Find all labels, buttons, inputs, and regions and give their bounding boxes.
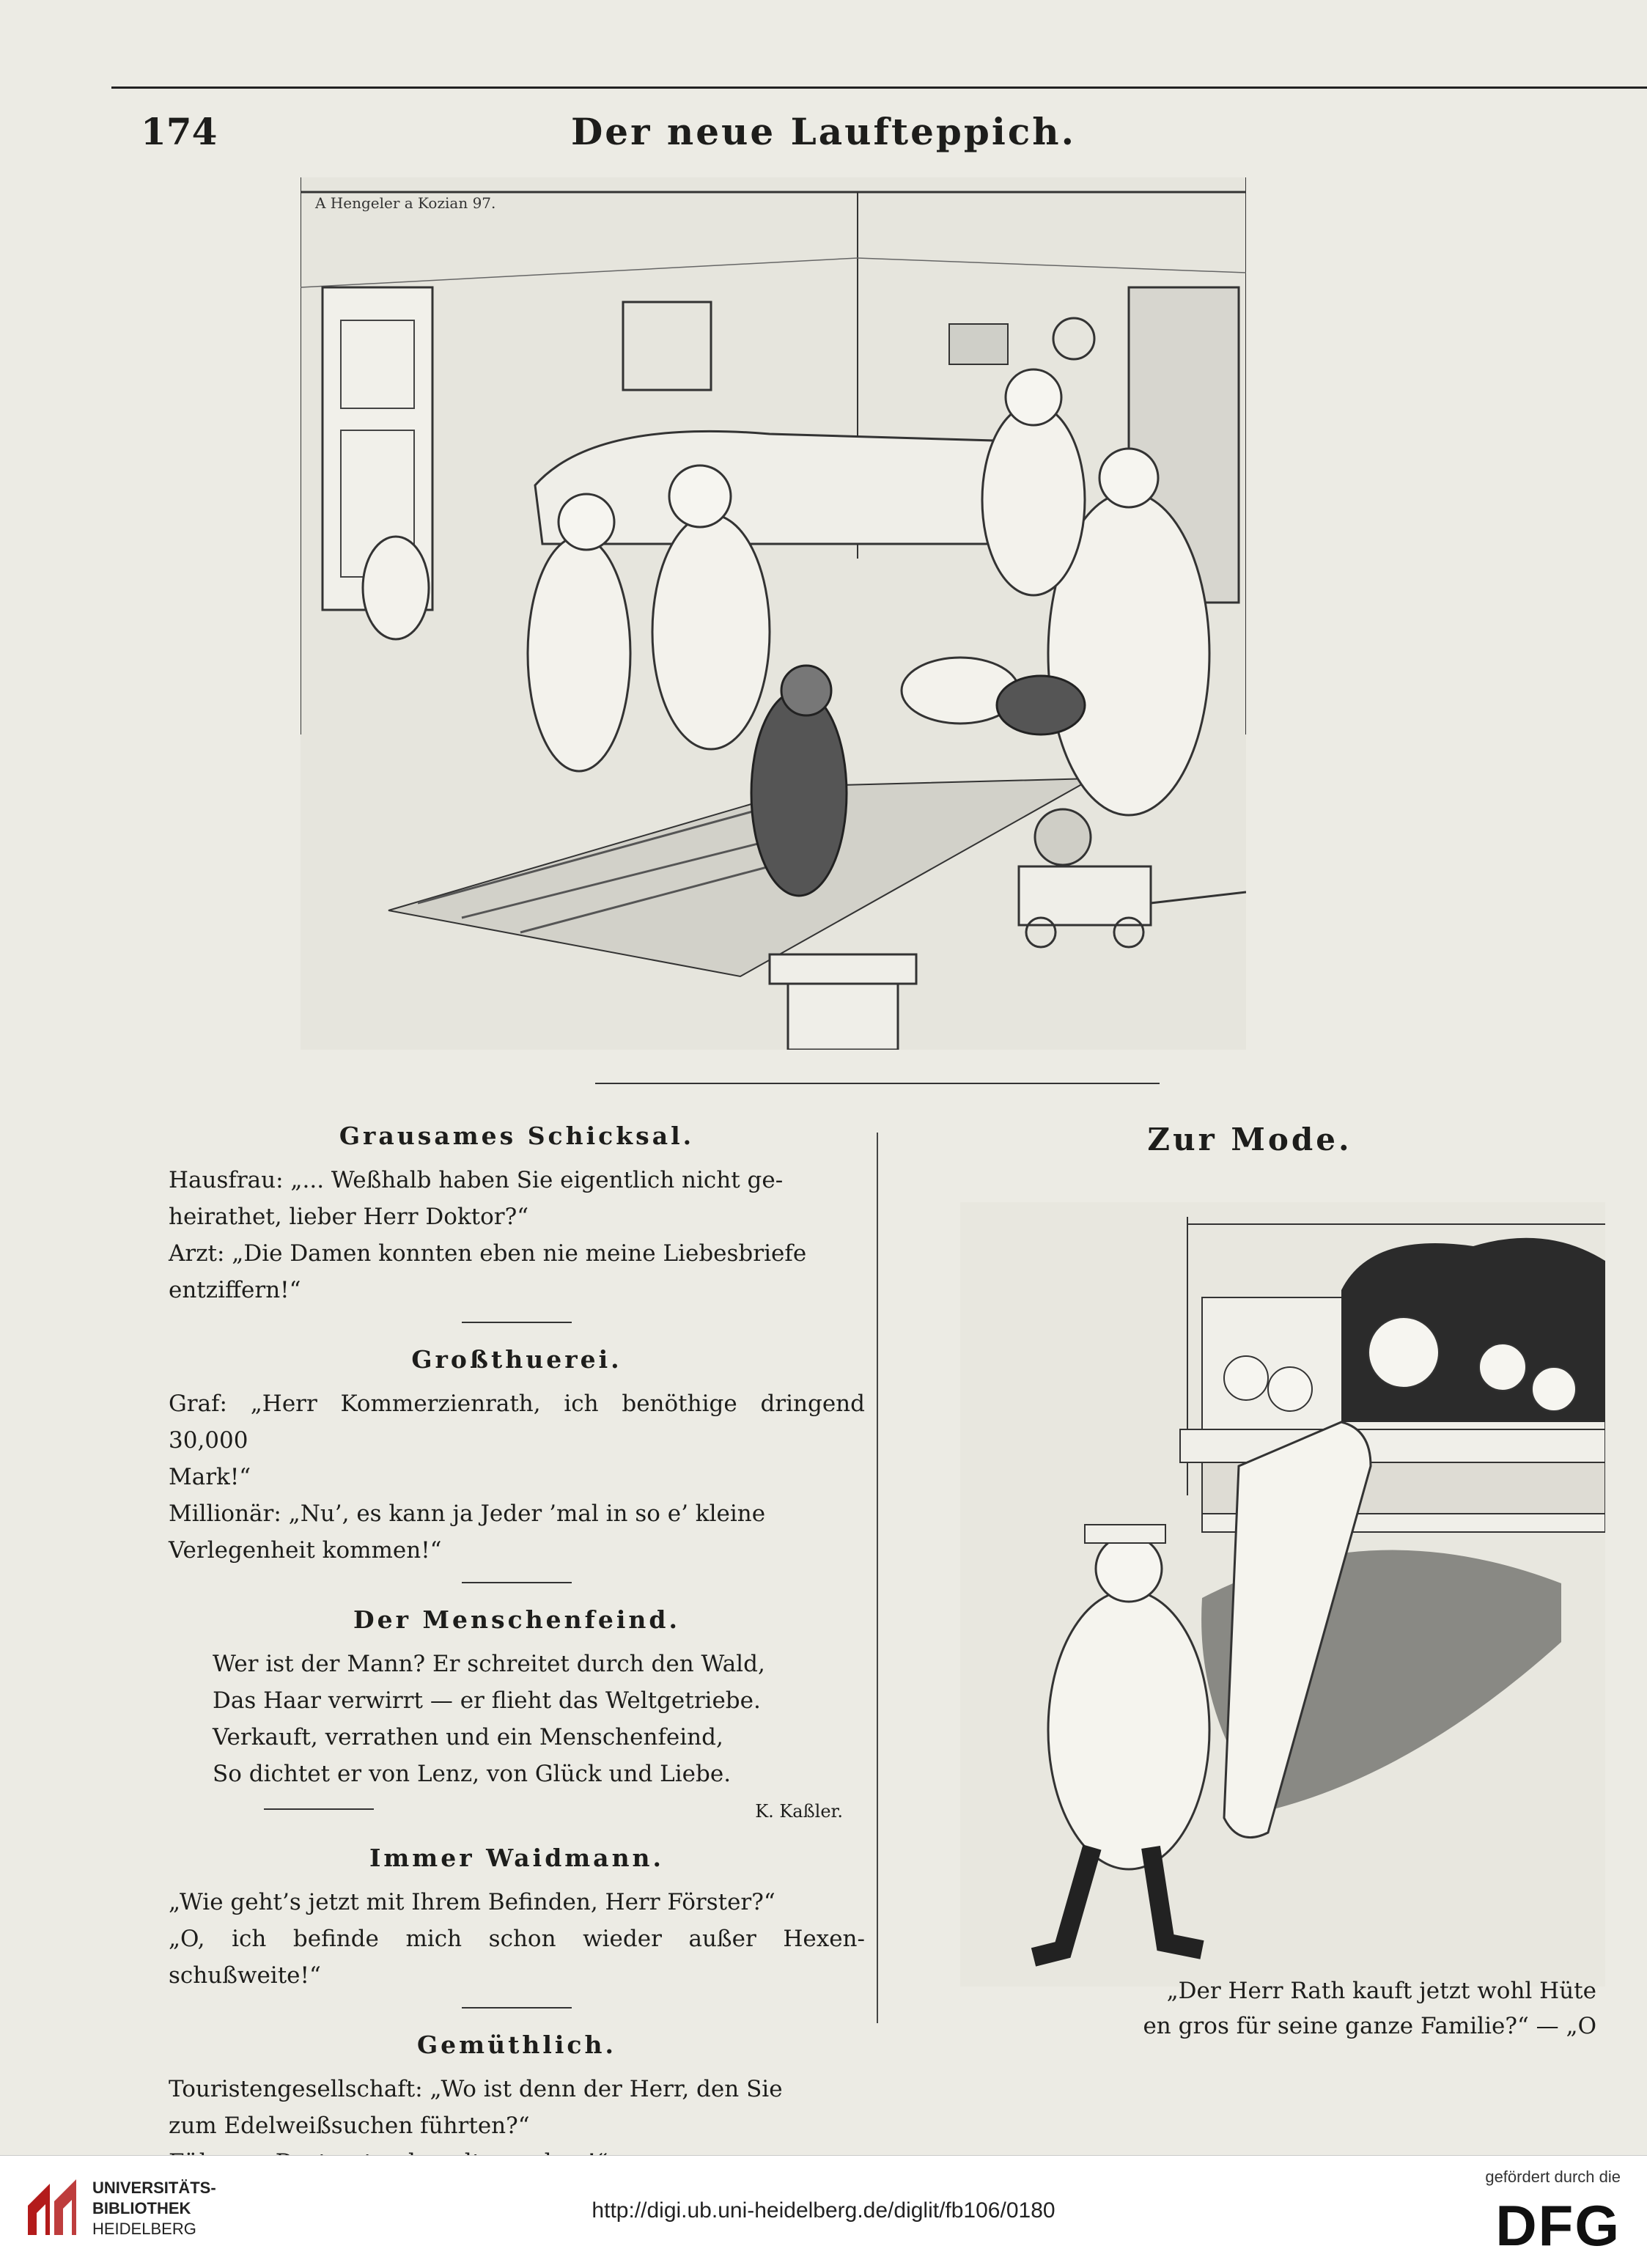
text-line: heirathet, lieber Herr Doktor?“	[169, 1204, 529, 1230]
source-url-link[interactable]: http://digi.ub.uni-heidelberg.de/diglit/fb106/0180	[592, 2198, 1055, 2223]
section-heading-zur-mode: Zur Mode.	[1147, 1122, 1352, 1157]
footer-bar	[0, 2155, 1647, 2268]
short-rule	[462, 2007, 572, 2009]
text-line: Touristengesellschaft: „Wo ist denn der Herr, den Sie	[169, 2076, 783, 2102]
section-grausames-schicksal	[169, 1122, 865, 1308]
main-illustration	[301, 177, 1246, 1050]
page-number: 174	[141, 110, 218, 153]
short-rule	[462, 1322, 572, 1323]
caption-line: „Der Herr Rath kauft jetzt wohl Hüte	[1166, 1978, 1596, 2004]
section-heading: Immer Waidmann.	[369, 1844, 665, 1872]
text-line: zum Edelweißsuchen führten?“	[169, 2113, 530, 2139]
fashion-caption	[1083, 1973, 1596, 2044]
poem-line: Verkauft, verrathen und ein Menschenfeind,	[213, 1724, 723, 1750]
short-rule	[462, 1582, 572, 1583]
section-divider	[595, 1083, 1160, 1084]
funding-label: gefördert durch die	[1485, 2168, 1621, 2186]
text-line: Mark!“	[169, 1464, 251, 1490]
section-grossthuerei	[169, 1345, 865, 1569]
section-heading: Der Menschenfeind.	[353, 1605, 680, 1634]
poem-line: Wer ist der Mann? Er schreitet durch den Wald,	[213, 1651, 765, 1677]
text-line: „O, ich befinde mich schon wieder außer Hexen-schußweite!“	[169, 1926, 865, 1989]
text-line: „Wie geht’s jetzt mit Ihrem Befinden, Herr Förster?“	[169, 1889, 775, 1915]
text-line: Verlegenheit kommen!“	[169, 1537, 442, 1564]
text-line: entziffern!“	[169, 1277, 301, 1303]
institution-line: UNIVERSITÄTS-	[92, 2179, 216, 2197]
text-line: Hausfrau: „... Weßhalb haben Sie eigentlich nicht ge-	[169, 1167, 784, 1193]
text-line: Graf: „Herr Kommerzienrath, ich benöthige dringend 30,000	[169, 1391, 865, 1454]
caption-line: en gros für seine ganze Familie?“ — „O	[1143, 2013, 1596, 2039]
illustration-signature: A Hengeler a Kozian 97.	[315, 194, 496, 212]
section-immer-waidmann	[169, 1844, 865, 1994]
text-line: Arzt: „Die Damen konnten eben nie meine Liebesbriefe	[169, 1240, 807, 1267]
poem-author: K. Kaßler.	[755, 1801, 843, 1822]
right-column	[891, 1122, 1609, 1157]
institution-line: HEIDELBERG	[92, 2220, 196, 2238]
section-heading: Großthuerei.	[411, 1345, 622, 1374]
poem	[213, 1646, 865, 1792]
section-menschenfeind	[169, 1605, 865, 1822]
institution-line: BIBLIOTHEK	[92, 2199, 191, 2217]
dfg-logo: DFG	[1495, 2193, 1621, 2258]
left-column	[169, 1122, 865, 2217]
text-line: Millionär: „Nu’, es kann ja Jeder ’mal in so e’ kleine	[169, 1501, 766, 1527]
poem-line: Das Haar verwirrt — er flieht das Weltgetriebe.	[213, 1687, 761, 1714]
fashion-illustration	[960, 1202, 1605, 1987]
section-heading: Grausames Schicksal.	[339, 1122, 695, 1150]
column-divider	[877, 1133, 878, 2023]
page-title: Der neue Laufteppich.	[570, 110, 1077, 153]
poem-line: So dichtet er von Lenz, von Glück und Liebe.	[213, 1761, 732, 1787]
section-heading: Gemüthlich.	[417, 2030, 616, 2059]
